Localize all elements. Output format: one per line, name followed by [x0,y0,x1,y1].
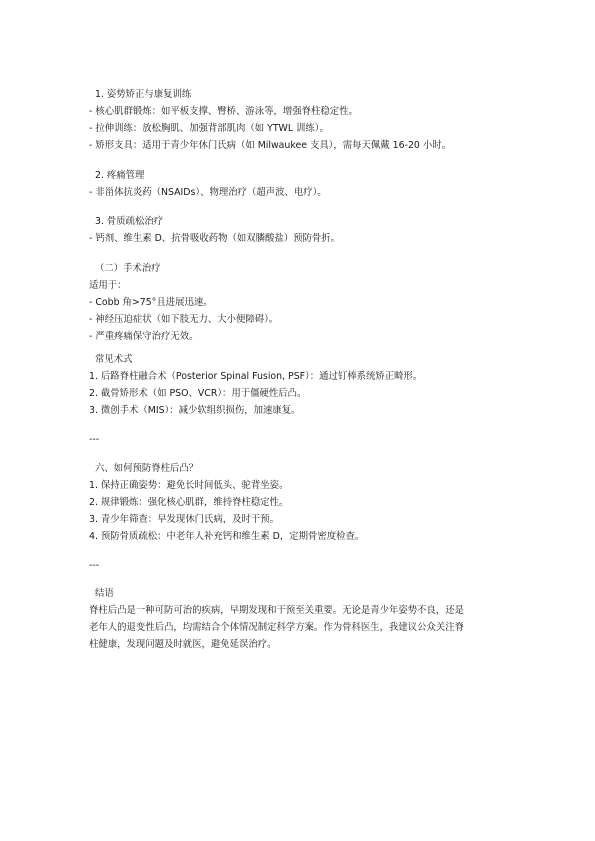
section-heading-surgery: （二）手术治疗 [95,263,161,274]
section-heading-prevention: 六、如何预防脊柱后凸？ [95,463,199,474]
section-heading-pain: 2. 疼痛管理 [95,170,145,181]
list-item: - 拉伸训练：放松胸肌、加强背部肌肉（如 YTWL 训练）。 [89,123,329,134]
list-item: 1. 后路脊柱融合术（Posterior Spinal Fusion, PSF）：通过钉棒系统矫正畸形。 [89,371,423,382]
paragraph-line: 柱健康，发现问题及时就医，避免延误治疗。 [89,639,277,650]
list-item: 4. 预防骨质疏松：中老年人补充钙和维生素 D，定期骨密度检查。 [89,531,365,542]
divider: --- [89,434,100,445]
list-item: - 核心肌群锻炼：如平板支撑、臀桥、游泳等，增强脊柱稳定性。 [89,106,358,117]
list-item: - Cobb 角>75°且进展迅速。 [89,297,213,308]
list-item: 1. 保持正确姿势：避免长时间低头、驼背坐姿。 [89,480,289,491]
list-item: 2. 规律锻炼：强化核心肌群，维持脊柱稳定性。 [89,497,289,508]
list-item: - 严重疼痛保守治疗无效。 [89,331,199,342]
list-item: 2. 截骨矫形术（如 PSO、VCR）：用于僵硬性后凸。 [89,388,307,399]
list-item: - 非甾体抗炎药（NSAIDs）、物理治疗（超声波、电疗）。 [89,187,327,198]
paragraph-line: 老年人的退变性后凸，均需结合个体情况制定科学方案。作为骨科医生，我建议公众关注脊 [89,622,465,633]
section-heading-conclusion: 结语 [95,588,114,599]
section-heading-osteoporosis: 3. 骨质疏松治疗 [95,216,164,227]
section-heading-posture: 1. 姿势矫正与康复训练 [95,89,192,100]
paragraph-line: 脊柱后凸是一种可防可治的疾病，早期发现和干预至关重要。无论是青少年姿势不良，还是 [89,605,465,616]
list-item: - 神经压迫症状（如下肢无力、大小便障碍）。 [89,314,279,325]
divider: --- [89,560,100,571]
list-item: - 矫形支具：适用于青少年休门氏病（如 Milwaukee 支具），需每天佩戴 16-20 小时。 [89,140,451,151]
section-heading-common-procedures: 常见术式 [95,354,133,365]
list-item: 3. 青少年筛查：早发现休门氏病，及时干预。 [89,514,280,525]
list-item: 3. 微创手术（MIS）：减少软组织损伤，加速康复。 [89,405,301,416]
surgery-intro: 适用于： [89,280,127,291]
list-item: - 钙剂、维生素 D、抗骨吸收药物（如双膦酸盐）预防骨折。 [89,233,340,244]
